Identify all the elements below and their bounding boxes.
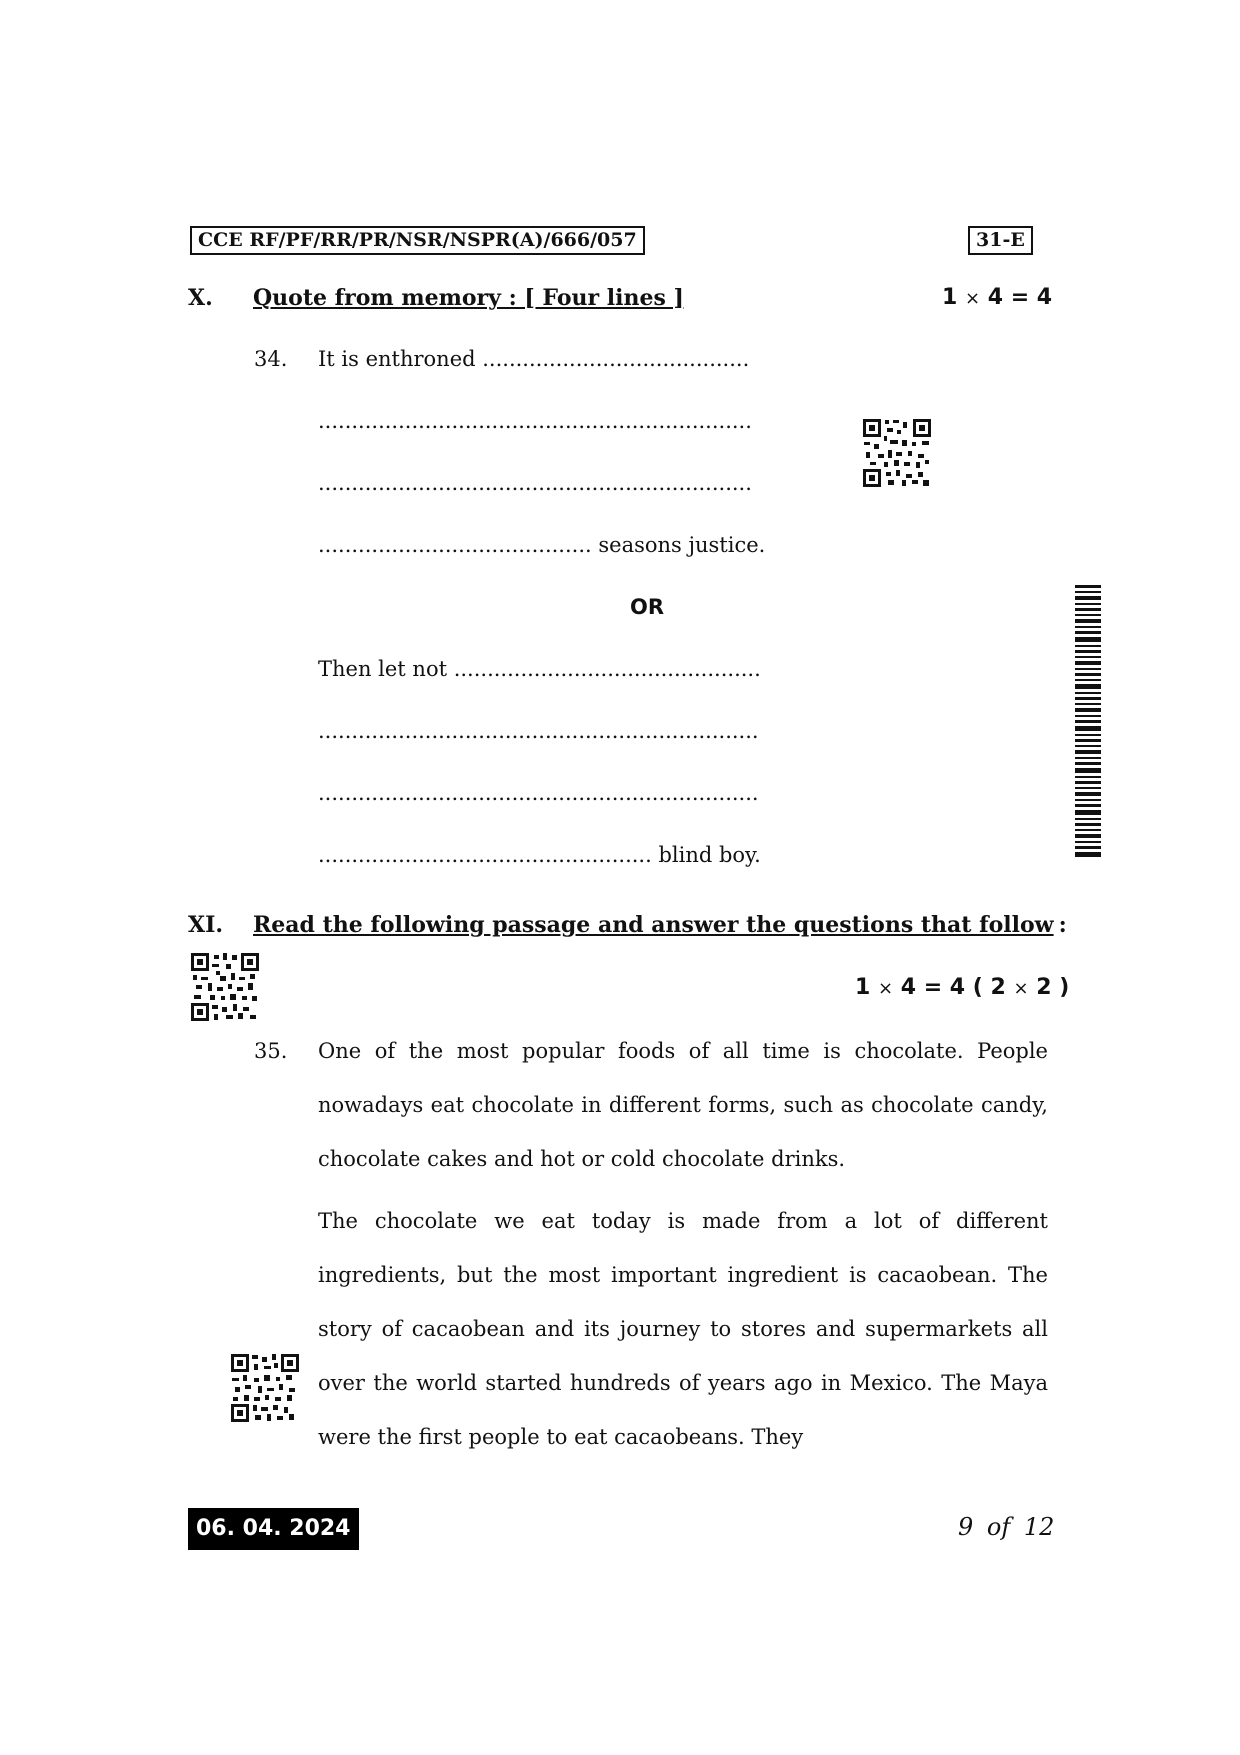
section-xi-number: XI. xyxy=(188,912,224,938)
section-x-title: Quote from memory : [ Four lines ] xyxy=(253,285,684,311)
section-x-marks: 1 × 4 = 4 xyxy=(942,285,1053,310)
barcode-icon xyxy=(1075,585,1101,857)
or-label: OR xyxy=(630,595,665,619)
quote-a-line-2: ................................................................. xyxy=(318,409,752,433)
quote-b-line-1: Then let not .............................................. xyxy=(318,657,761,681)
exam-date: 06. 04. 2024 xyxy=(188,1508,359,1550)
quote-b-line-2: .................................................................. xyxy=(318,719,759,743)
section-xi-title: Read the following passage and answer the questions that follow xyxy=(253,912,1054,938)
passage-paragraph-1: One of the most popular foods of all time is chocolate. People nowadays eat chocolate in different forms, such as chocolate candy, chocolate cakes and hot or cold chocolate drinks. xyxy=(318,1039,1048,1171)
section-x-number: X. xyxy=(188,285,213,311)
passage-paragraph-2: The chocolate we eat today is made from a lot of different ingredients, but the most important ingredient is cacaobean. The story of cacaobean and its journey to stores and supermarkets all over the world started hundreds of years ago in Mexico. The Maya were the first people to eat cacaobeans. They xyxy=(318,1209,1048,1449)
quote-b-line-3: .................................................................. xyxy=(318,781,759,805)
qr-code-icon xyxy=(862,418,932,488)
page-number: 9 of 12 xyxy=(958,1513,1055,1541)
quote-b-line-4: .................................................. blind boy. xyxy=(318,843,761,867)
quote-a-line-1: It is enthroned ........................................ xyxy=(318,347,750,371)
quote-a-line-4: ......................................... seasons justice. xyxy=(318,533,766,557)
section-xi-heading xyxy=(253,912,1067,938)
exam-code: CCE RF/PF/RR/PR/NSR/NSPR(A)/666/057 xyxy=(190,226,645,255)
quote-a-line-3: ................................................................. xyxy=(318,471,752,495)
qr-code-icon xyxy=(230,1353,300,1423)
question-35-number: 35. xyxy=(254,1039,288,1063)
section-xi-marks: 1 × 4 = 4 ( 2 × 2 ) xyxy=(855,975,1070,1000)
qr-code-icon xyxy=(190,952,260,1022)
paper-code: 31-E xyxy=(968,226,1033,255)
question-34-number: 34. xyxy=(254,347,288,371)
section-xi-colon: : xyxy=(1058,912,1067,938)
